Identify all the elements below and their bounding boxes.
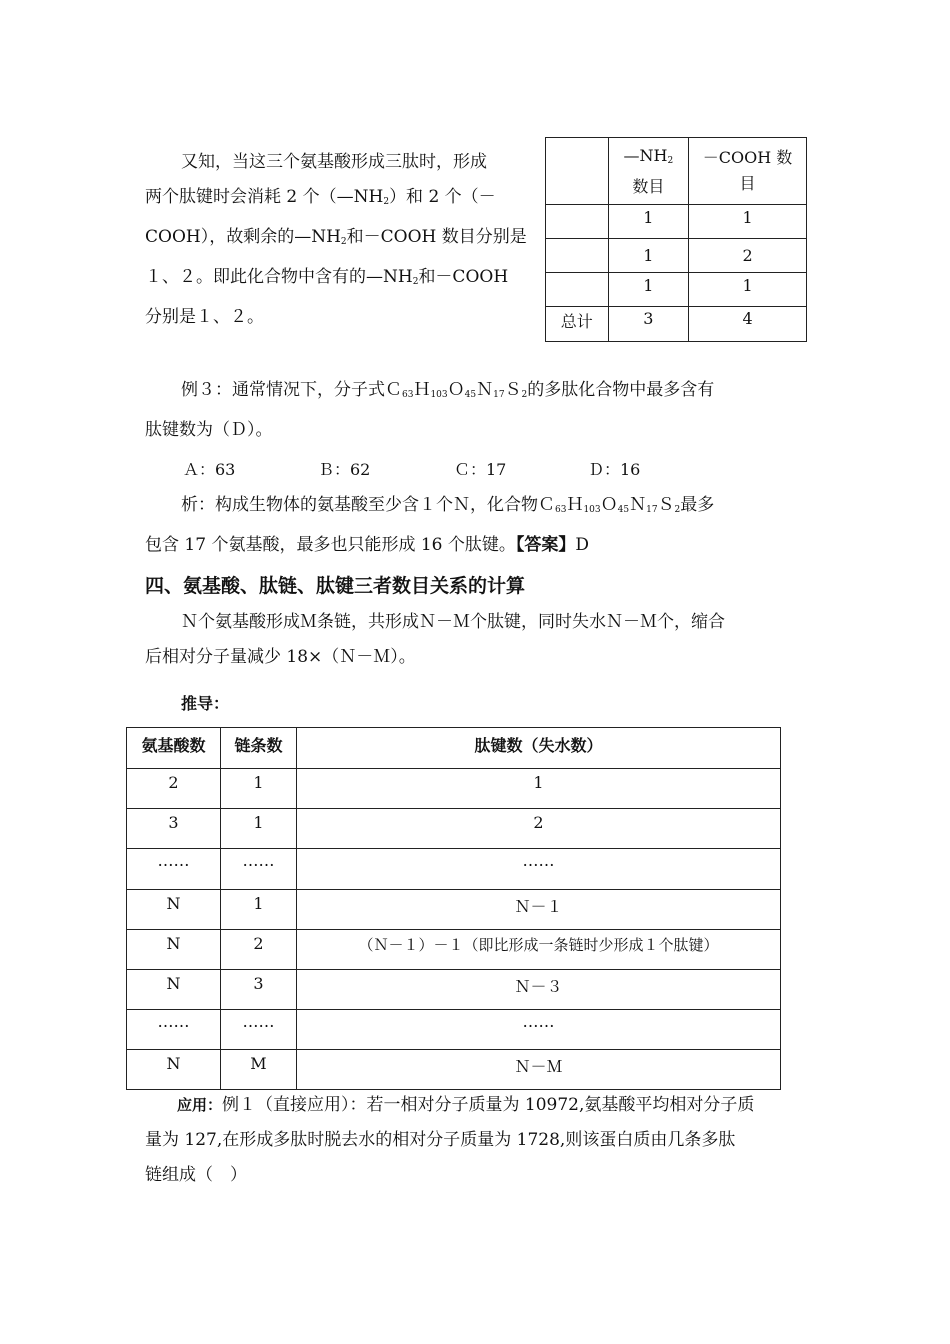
table-header-row <box>546 138 807 205</box>
intro-line-1: 又知，当这三个氨基酸形成三肽时，形成 <box>181 152 487 172</box>
option-c: Ｃ：17 <box>454 460 507 479</box>
table-cell: 3 <box>127 809 221 849</box>
example3-line-1: 例３：通常情况下，分子式Ｃ$_{63}$Ｈ$_{103}$Ｏ$_{45}$Ｎ$_{17}$Ｓ$_2$的多肽化合物中最多含有 <box>181 380 715 400</box>
table-cell: M <box>221 1050 297 1090</box>
option-d: Ｄ：16 <box>588 460 641 479</box>
table-cell: …… <box>221 1010 297 1050</box>
table-cell: …… <box>127 1010 221 1050</box>
table-cell: Ｎ－１ <box>297 890 781 930</box>
table-cell-total-label: 总计 <box>546 307 609 342</box>
table-cell: 2 <box>297 809 781 849</box>
table-row <box>127 1050 781 1090</box>
table-cell <box>546 239 609 273</box>
table-cell: 4 <box>689 307 807 342</box>
table-cell <box>546 138 609 205</box>
table-cell: （Ｎ－１）－１（即比形成一条链时少形成１个肽键） <box>297 930 781 970</box>
table-cell: 1 <box>689 205 807 239</box>
table-row <box>546 273 807 307</box>
table-cell: 3 <box>608 307 689 342</box>
intro-line-4: １、２。即此化合物中含有的$—NH_2$和－COOH <box>145 267 509 287</box>
application-line-1: 应用：例１（直接应用）：若一相对分子质量为 10972,氨基酸平均相对分子质 <box>177 1095 755 1115</box>
table-row <box>127 809 781 849</box>
table-cell: 1 <box>608 239 689 273</box>
analysis-line-2: 包含 17 个氨基酸，最多也只能形成 16 个肽键。【答案】D <box>145 535 590 555</box>
application-line-2: 量为 127,在形成多肽时脱去水的相对分子质量为 1728,则该蛋白质由几条多肽 <box>145 1130 736 1150</box>
table-cell: N <box>127 1050 221 1090</box>
table-cell: 3 <box>221 970 297 1010</box>
table-row <box>546 205 807 239</box>
table-cell: Ｎ－３ <box>297 970 781 1010</box>
table-cell: 1 <box>221 769 297 809</box>
table-cell: N <box>127 930 221 970</box>
table-cell: …… <box>297 849 781 890</box>
example3-question <box>145 373 714 448</box>
example3-analysis <box>145 488 714 563</box>
application-label: 应用： <box>177 1096 223 1114</box>
intro-line-3: COOH），故剩余的$—NH_2$和－COOH 数目分别是 <box>145 227 527 247</box>
table-row <box>546 239 807 273</box>
table-row <box>127 769 781 809</box>
table-cell: N <box>127 970 221 1010</box>
table-cell: …… <box>297 1010 781 1050</box>
header-cooh: －COOH 数目 <box>689 138 807 205</box>
analysis-line-1: 析：构成生物体的氨基酸至少含１个Ｎ，化合物Ｃ$_{63}$Ｈ$_{103}$Ｏ$_{45}$Ｎ$_{17}$Ｓ$_2$最多 <box>181 495 715 515</box>
table-row <box>546 307 807 342</box>
option-a: Ａ：63 <box>183 460 236 479</box>
table-cell: …… <box>127 849 221 890</box>
table-cell: 1 <box>608 205 689 239</box>
answer-value: D <box>575 535 590 555</box>
table-cell: 2 <box>221 930 297 970</box>
header-nh2: $—NH_2$ 数目 <box>608 138 689 205</box>
table-cell: 1 <box>608 273 689 307</box>
table-row <box>127 849 781 890</box>
table-cell: N <box>127 890 221 930</box>
section4-line-2: 后相对分子量减少 18×（Ｎ－Ｍ）。 <box>145 647 416 667</box>
table-cell: 1 <box>221 809 297 849</box>
application-line-3: 链组成（ ） <box>145 1165 247 1185</box>
table-cell <box>546 205 609 239</box>
table-row <box>127 970 781 1010</box>
table-header-row <box>127 728 781 769</box>
answer-label: 【答案】 <box>515 535 576 555</box>
table-cell: 2 <box>689 239 807 273</box>
header-amino-acid-count: 氨基酸数 <box>127 728 221 769</box>
intro-line-5: 分别是１、２。 <box>145 307 264 327</box>
table-row <box>127 1010 781 1050</box>
table-cell: 1 <box>221 890 297 930</box>
intro-line-2: 两个肽键时会消耗 2 个$(—NH_2)$和 2 个（－ <box>145 187 496 207</box>
table-cell: 2 <box>127 769 221 809</box>
table-row <box>127 890 781 930</box>
table-cell: 1 <box>689 273 807 307</box>
application-paragraph <box>145 1088 754 1193</box>
table-cell: 1 <box>297 769 781 809</box>
peptide-relation-table <box>126 727 781 1090</box>
section4-paragraph <box>145 605 725 675</box>
header-chain-count: 链条数 <box>221 728 297 769</box>
header-peptide-bond-count: 肽键数（失水数） <box>297 728 781 769</box>
table-cell: Ｎ－Ｍ <box>297 1050 781 1090</box>
section4-line-1: Ｎ个氨基酸形成Ｍ条链，共形成Ｎ－Ｍ个肽键，同时失水Ｎ－Ｍ个，缩合 <box>181 612 725 632</box>
table-cell: …… <box>221 849 297 890</box>
amino-group-count-table <box>545 137 807 342</box>
intro-paragraph <box>145 145 527 335</box>
derive-label: 推导： <box>181 694 230 713</box>
example3-line-2: 肽键数为（Ｄ）。 <box>145 420 273 440</box>
table-cell <box>546 273 609 307</box>
option-b: Ｂ：62 <box>318 460 371 479</box>
table-row <box>127 930 781 970</box>
section-title: 四、氨基酸、肽链、肽键三者数目关系的计算 <box>145 575 526 597</box>
